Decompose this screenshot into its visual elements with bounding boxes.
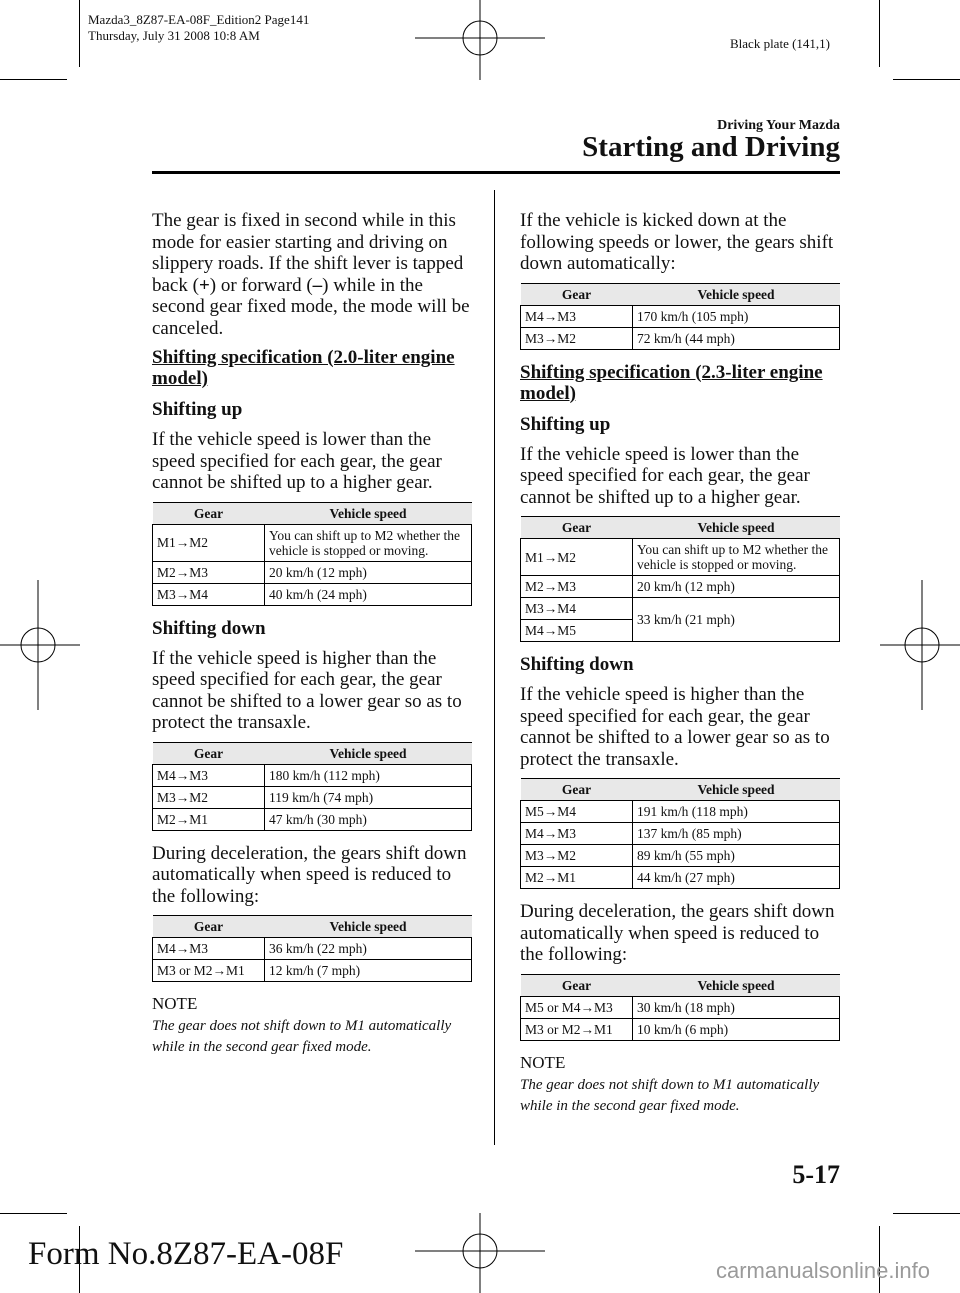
speed-cell: 170 km/h (105 mph) <box>633 305 840 327</box>
header-rule <box>152 171 840 174</box>
note-heading: NOTE <box>152 994 198 1013</box>
plus-sign: + <box>198 274 210 296</box>
table-row <box>153 524 472 561</box>
table-row <box>521 305 840 327</box>
speed-cell: 20 km/h (12 mph) <box>265 561 472 583</box>
speed-cell: 40 km/h (24 mph) <box>265 583 472 605</box>
deceleration-text: During deceleration, the gears shift down automatically when speed is reduced to the following: <box>152 842 467 907</box>
speed-cell: 12 km/h (7 mph) <box>265 960 472 982</box>
table-header-row <box>521 974 840 996</box>
table-row <box>153 561 472 583</box>
table-header-row <box>153 916 472 938</box>
table-header-row <box>521 779 840 801</box>
gear-cell: M5→M4 <box>521 801 633 823</box>
section-label: Driving Your Mazda <box>717 118 840 133</box>
col-gear: Gear <box>521 974 633 996</box>
speed-cell: You can shift up to M2 whether the vehicle is stopped or moving. <box>633 539 840 576</box>
speed-cell: 180 km/h (112 mph) <box>265 764 472 786</box>
registration-mark-right <box>880 580 960 710</box>
speed-cell: 72 km/h (44 mph) <box>633 327 840 349</box>
col-vehicle-speed: Vehicle speed <box>633 779 840 801</box>
note-text: The gear does not shift down to M1 automatically while in the second gear fixed mode. <box>152 1018 452 1055</box>
table-row <box>153 583 472 605</box>
speed-cell: 30 km/h (18 mph) <box>633 996 840 1018</box>
shifting-down-text: If the vehicle speed is higher than the speed specified for each gear, the gear cannot be shifted to a lower gear so as to protect the transaxle. <box>520 684 830 770</box>
gear-cell: M4→M5 <box>521 620 633 642</box>
speed-cell: 137 km/h (85 mph) <box>633 823 840 845</box>
col-gear: Gear <box>521 517 633 539</box>
gear-cell: M3→M2 <box>153 786 265 808</box>
speed-cell: 47 km/h (30 mph) <box>265 808 472 830</box>
intro-text-a: The gear is fixed in second while in this mode for easier starting and driving on slippery roads. If the shift lever is tapped back ( <box>152 210 464 296</box>
right-column <box>520 210 840 1117</box>
shift-down-table-2-3 <box>520 778 840 889</box>
table-row <box>521 598 840 620</box>
shift-up-table-2-0 <box>152 502 472 606</box>
gear-cell: M3 or M2→M1 <box>521 1018 633 1040</box>
intro-text-c: ) while in the second gear fixed mode, the mode will be canceled. <box>152 274 470 339</box>
speed-cell: 191 km/h (118 mph) <box>633 801 840 823</box>
gear-cell: M2→M3 <box>153 561 265 583</box>
col-gear: Gear <box>153 742 265 764</box>
table-row <box>153 808 472 830</box>
note-text: The gear does not shift down to M1 automatically while in the second gear fixed mode. <box>520 1076 820 1114</box>
page-title: Starting and Driving <box>582 131 840 163</box>
speed-cell: 36 km/h (22 mph) <box>265 938 472 960</box>
speed-cell: You can shift up to M2 whether the vehicle is stopped or moving. <box>265 524 472 561</box>
table-row <box>521 327 840 349</box>
col-vehicle-speed: Vehicle speed <box>265 502 472 524</box>
table-row <box>521 1018 840 1040</box>
col-gear: Gear <box>521 779 633 801</box>
minus-sign: – <box>312 274 323 296</box>
table-header-row <box>521 517 840 539</box>
table-header-row <box>153 742 472 764</box>
gear-cell: M3→M2 <box>521 845 633 867</box>
kickdown-table <box>520 283 840 350</box>
table-row <box>521 539 840 576</box>
table-row <box>521 823 840 845</box>
gear-cell: M3→M4 <box>521 598 633 620</box>
speed-cell: 89 km/h (55 mph) <box>633 845 840 867</box>
shifting-up-text: If the vehicle speed is lower than the speed specified for each gear, the gear cannot be shifted up to a higher gear. <box>520 443 810 508</box>
speed-cell: 10 km/h (6 mph) <box>633 1018 840 1040</box>
intro-text-b: ) or forward ( <box>209 274 313 296</box>
gear-cell: M3 or M2→M1 <box>153 960 265 982</box>
col-vehicle-speed: Vehicle speed <box>633 974 840 996</box>
gear-cell: M2→M1 <box>153 808 265 830</box>
gear-cell: M5 or M4→M3 <box>521 996 633 1018</box>
registration-mark-left <box>0 580 80 710</box>
gear-cell: M2→M1 <box>521 867 633 889</box>
gear-cell: M3→M2 <box>521 327 633 349</box>
speed-cell: 44 km/h (27 mph) <box>633 867 840 889</box>
speed-cell: 20 km/h (12 mph) <box>633 576 840 598</box>
table-row <box>521 576 840 598</box>
table-header-row <box>521 283 840 305</box>
spec-heading-2-0: Shifting specification (2.0-liter engine model) <box>152 347 455 389</box>
shifting-up-heading: Shifting up <box>152 399 243 420</box>
table-row <box>521 867 840 889</box>
plate-label: Black plate (141,1) <box>730 36 830 51</box>
spec-heading-2-3: Shifting specification (2.3-liter engine model) <box>520 361 823 404</box>
table-header-row <box>153 502 472 524</box>
shift-up-table-2-3 <box>520 516 840 642</box>
note-heading: NOTE <box>520 1052 566 1072</box>
col-vehicle-speed: Vehicle speed <box>633 283 840 305</box>
intro-paragraph <box>152 210 472 339</box>
table-row <box>521 801 840 823</box>
gear-cell: M4→M3 <box>153 938 265 960</box>
gear-cell: M1→M2 <box>153 524 265 561</box>
print-file-info <box>88 12 309 44</box>
gear-cell: M3→M4 <box>153 583 265 605</box>
deceleration-text: During deceleration, the gears shift down automatically when speed is reduced to the following: <box>520 901 835 965</box>
table-row <box>521 845 840 867</box>
col-gear: Gear <box>153 916 265 938</box>
deceleration-table-2-0 <box>152 915 472 982</box>
col-vehicle-speed: Vehicle speed <box>633 517 840 539</box>
gear-cell: M1→M2 <box>521 539 633 576</box>
gear-cell: M4→M3 <box>521 823 633 845</box>
form-number: Form No.8Z87-EA-08F <box>28 1236 344 1272</box>
gear-cell: M2→M3 <box>521 576 633 598</box>
table-row <box>521 996 840 1018</box>
speed-cell: 119 km/h (74 mph) <box>265 786 472 808</box>
shifting-up-text: If the vehicle speed is lower than the speed specified for each gear, the gear cannot be shifted up to a higher gear. <box>152 429 442 493</box>
kickdown-text: If the vehicle is kicked down at the following speeds or lower, the gears shift down automatically: <box>520 210 834 274</box>
table-row <box>153 764 472 786</box>
speed-cell-merged: 33 km/h (21 mph) <box>633 598 840 642</box>
table-row <box>153 960 472 982</box>
deceleration-table-2-3 <box>520 974 840 1041</box>
date-line: Thursday, July 31 2008 10:8 AM <box>88 28 260 43</box>
left-column <box>152 210 472 1058</box>
shifting-down-heading: Shifting down <box>152 617 266 639</box>
shift-down-table-2-0 <box>152 742 472 831</box>
gear-cell: M4→M3 <box>521 305 633 327</box>
column-divider <box>494 190 495 1145</box>
gear-cell: M4→M3 <box>153 764 265 786</box>
registration-mark-top <box>415 0 545 80</box>
col-gear: Gear <box>521 283 633 305</box>
table-row <box>153 938 472 960</box>
file-line: Mazda3_8Z87-EA-08F_Edition2 Page141 <box>88 12 310 27</box>
shifting-down-text: If the vehicle speed is higher than the speed specified for each gear, the gear cannot be shifted to a lower gear so as to protect the transaxle. <box>152 647 462 733</box>
table-row <box>153 786 472 808</box>
col-gear: Gear <box>153 502 265 524</box>
col-vehicle-speed: Vehicle speed <box>265 742 472 764</box>
shifting-up-heading: Shifting up <box>520 413 611 435</box>
page-number: 5-17 <box>792 1160 840 1189</box>
col-vehicle-speed: Vehicle speed <box>265 916 472 938</box>
watermark: carmanualsonline.info <box>715 1258 930 1283</box>
registration-mark-bottom <box>415 1213 545 1293</box>
shifting-down-heading: Shifting down <box>520 654 634 675</box>
